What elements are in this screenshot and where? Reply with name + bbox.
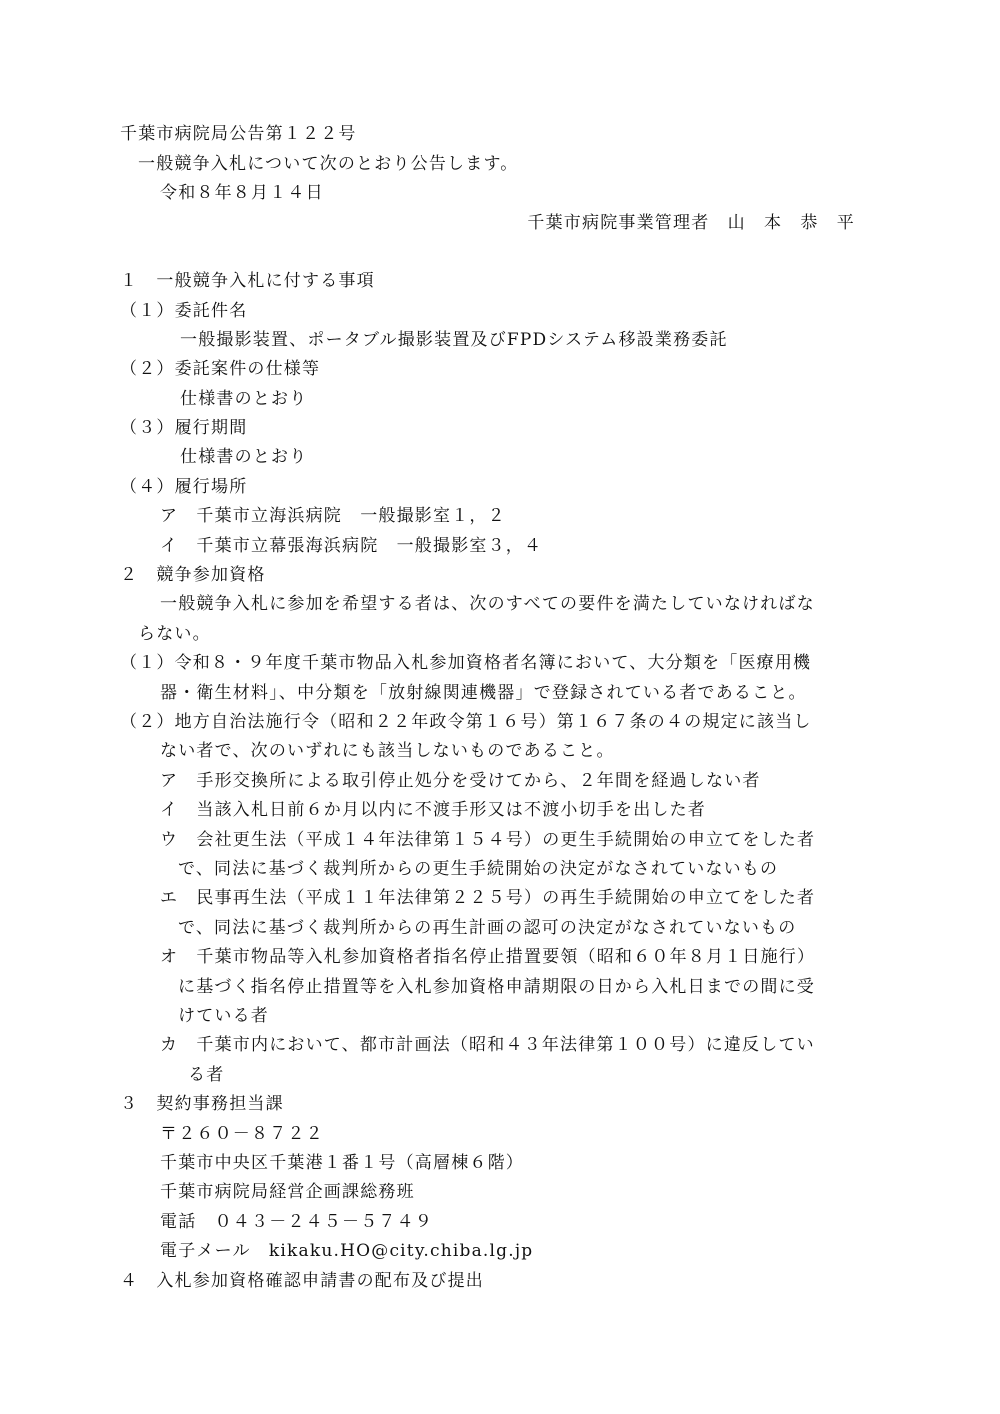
notice-number: 千葉市病院局公告第１２２号 [120, 124, 357, 144]
section-3-address: 千葉市中央区千葉港１番１号（高層棟６階） [160, 1153, 524, 1173]
section-2-intro-line-1: 一般競争入札に参加を希望する者は、次のすべての要件を満たしていなければな [160, 594, 815, 614]
section-2-sub-u-line-2: で、同法に基づく裁判所からの更生手続開始の決定がなされていないもの [178, 859, 779, 879]
section-1-item-1-text: 一般撮影装置、ポータブル撮影装置及びFPDシステム移設業務委託 [180, 330, 728, 350]
section-2-heading: ２ 競争参加資格 [120, 565, 266, 585]
section-1-item-4-a: ア 千葉市立海浜病院 一般撮影室１，２ [160, 506, 506, 526]
section-2-sub-ka-line-1: カ 千葉市内において、都市計画法（昭和４３年法律第１００号）に違反してい [160, 1035, 815, 1055]
section-1-item-3-label: （３）履行期間 [120, 418, 248, 438]
section-2-sub-u-line-1: ウ 会社更生法（平成１４年法律第１５４号）の更生手続開始の申立てをした者 [160, 830, 816, 850]
section-2-sub-e-line-2: で、同法に基づく裁判所からの再生計画の認可の決定がなされていないもの [178, 918, 797, 938]
section-2-sub-e-line-1: エ 民事再生法（平成１１年法律第２２５号）の再生手続開始の申立てをした者 [160, 888, 816, 908]
section-2-sub-o-line-3: けている者 [178, 1006, 269, 1026]
section-3-postal-code: 〒２６０－８７２２ [160, 1124, 324, 1144]
section-3-heading: ３ 契約事務担当課 [120, 1094, 284, 1114]
section-2-item-2-line-1: （２）地方自治法施行令（昭和２２年政令第１６号）第１６７条の４の規定に該当し [120, 712, 812, 732]
section-1-item-2-text: 仕様書のとおり [180, 389, 308, 409]
section-1-heading: １ 一般競争入札に付する事項 [120, 271, 375, 291]
section-2-sub-ka-line-2: る者 [188, 1065, 225, 1085]
section-3-email: 電子メール kikaku.HO@city.chiba.lg.jp [160, 1241, 534, 1261]
section-2-sub-i: イ 当該入札日前６か月以内に不渡手形又は不渡小切手を出した者 [160, 800, 706, 820]
section-2-sub-a: ア 手形交換所による取引停止処分を受けてから、２年間を経過しない者 [160, 771, 761, 791]
section-1-item-4-label: （４）履行場所 [120, 477, 248, 497]
section-3-department: 千葉市病院局経営企画課総務班 [160, 1182, 415, 1202]
section-2-item-1-line-1: （１）令和８・９年度千葉市物品入札参加資格者名簿において、大分類を「医療用機 [120, 653, 812, 673]
section-3-phone: 電話 ０４３－２４５－５７４９ [160, 1212, 433, 1232]
section-1-item-3-text: 仕様書のとおり [180, 447, 308, 467]
section-2-sub-o-line-1: オ 千葉市物品等入札参加資格者指名停止措置要領（昭和６０年８月１日施行） [160, 947, 816, 967]
section-1-item-2-label: （２）委託案件の仕様等 [120, 359, 321, 379]
section-1-item-1-label: （１）委託件名 [120, 301, 248, 321]
section-2-item-2-line-2: ない者で、次のいずれにも該当しないものであること。 [160, 741, 615, 761]
section-2-item-1-line-2: 器・衛生材料」、中分類を「放射線関連機器」で登録されている者であること。 [160, 683, 807, 703]
section-2-sub-o-line-2: に基づく指名停止措置等を入札参加資格申請期限の日から入札日までの間に受 [178, 977, 815, 997]
notice-date: 令和８年８月１４日 [160, 183, 324, 203]
section-2-intro-line-2: らない。 [138, 624, 211, 644]
section-4-heading: ４ 入札参加資格確認申請書の配布及び提出 [120, 1271, 484, 1291]
notice-signature: 千葉市病院事業管理者 山 本 恭 平 [527, 213, 855, 233]
notice-intro: 一般競争入札について次のとおり公告します。 [138, 154, 519, 174]
section-1-item-4-i: イ 千葉市立幕張海浜病院 一般撮影室３，４ [160, 536, 543, 556]
